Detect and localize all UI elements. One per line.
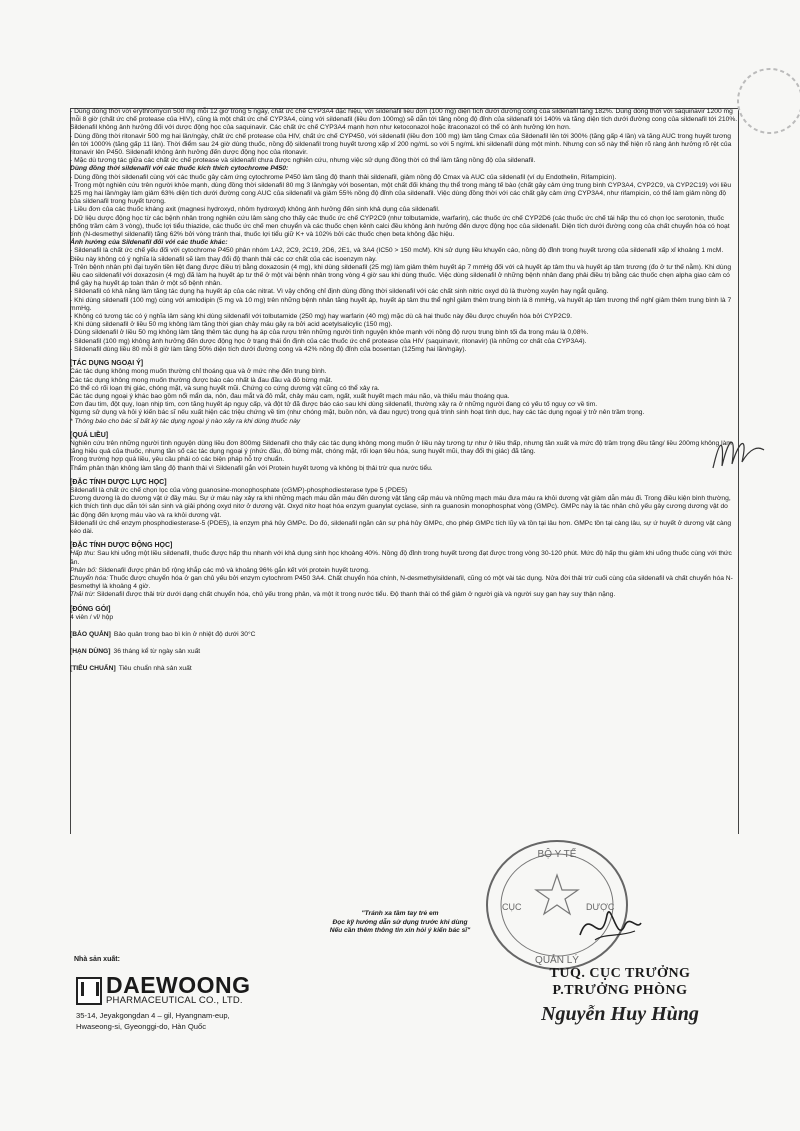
effect-para: - Khi dùng sildenafil (100 mg) cùng với amlodipin (5 mg và 10 mg) trên những bệnh nhân tăng huyết áp, huyết áp tâm thu thể nghỉ giảm thêm trung bình là 8 mmHg, và huyết áp tâm trương thể nghỉ giảm thêm trung bình là 7 mmHg. (70, 296, 732, 312)
leaflet-body (70, 108, 738, 674)
daewoong-logo-icon (76, 977, 102, 1005)
effect-para: - Sildenafil dùng liều 80 mỗi 8 giờ làm tăng 50% diện tích dưới đường cong và 42% nồng độ đỉnh của bosentan (125mg hai lần/ngày). (70, 345, 467, 353)
effect-para: - Sildenafil có khả năng làm tăng tác dụng hạ huyết áp của các nitrat. Vì vậy chống chỉ định dùng đồng thời sildenafil với các chất sinh nitric oxyd dù là thường xuyên hay ngắt quãng. (70, 288, 609, 296)
interaction-para: - Dùng đồng thời với erythromycin 500 mg mỗi 12 giờ trong 5 ngày, chất ức chế CYP3A4 đặc hiệu, với sildenafil liều đơn (100 mg) diện tích dưới đường cong của sildenafil tăng 182%. Dùng đồng thời với saquinavir 1200 mg mỗi 8 giờ (chất ức chế protease của HIV), cũng là một chất ức chế CYP3A4, cùng với sildenafil (liều đơn 100mg) sẽ dẫn tới tăng nồng độ đỉnh của sildenafil tới 140% và tăng diện tích dưới đường cong của sildenafil tới 210%. Sildenafil không ảnh hưởng đối với dược động học của saquinavir. Các chất ức chế CYP3A4 mạnh hơn như ketoconazol hoặc itraconazol có thể có ảnh hưởng lớn hơn. (70, 108, 738, 132)
inducers-heading: Dùng đồng thời sildenafil với các thuốc kích thích cytochrome P450: (70, 165, 289, 173)
stamp-left-text: CỤC (502, 902, 522, 912)
pharmacodynamics-heading: [ĐẶC TÍNH DƯỢC LỰC HỌC] (70, 478, 167, 486)
overdose-heading: [QUÁ LIỀU] (70, 431, 109, 439)
inducer-para: - Liều đơn của các thuốc kháng axit (magnesi hydroxyd, nhôm hydroxyd) không ảnh hưởng đến sinh khả dụng của sildenafil. (70, 206, 440, 214)
interactions-section (70, 108, 738, 354)
warning-line: "Tránh xa tầm tay trẻ em (361, 910, 439, 917)
corner-stamp-icon (715, 66, 800, 156)
shelf-life-row (70, 648, 738, 656)
effect-para: - Khi dùng sildenafil ở liều 50 mg không làm tăng thời gian chảy máu gây ra bởi acid acetylsalicylic (150 mg). (70, 321, 393, 329)
side-effect-line: Các tác dụng không mong muốn thường chỉ thoáng qua và ở mức nhẹ đến trung bình. (70, 368, 327, 376)
pharmacodynamics-section (70, 479, 738, 536)
side-effects-section (70, 360, 738, 426)
brand-subtitle: PHARMACEUTICAL CO., LTD. (106, 995, 243, 1006)
pharmacodynamics-line: Sildenafil là chất ức chế chọn lọc của vòng guanosine-monophosphate (cGMP)-phosphodiesterase type 5 (PDE5) (70, 486, 408, 494)
pk-distribution: Phân bố: Sildenafil được phân bố rộng khắp các mô và khoảng 96% gắn kết với protein huyết tương. (70, 566, 370, 574)
interaction-para: - Mặc dù tương tác giữa các chất ức chế protease và sildenafil chưa được nghiên cứu, nhưng việc sử dụng đồng thời có thể làm tăng nồng độ của sildenafil. (70, 157, 536, 165)
pharmacokinetics-heading: [ĐẶC TÍNH DƯỢC ĐỘNG HỌC] (70, 542, 173, 550)
manufacturer-logo (76, 972, 251, 1006)
inducer-para: - Trong một nghiên cứu trên người khỏe mạnh, dùng đồng thời sildenafil 80 mg 3 lần/ngày với bosentan, một chất đối kháng thụ thể trong màng tế bào (chất gây cảm ứng trung bình CYP3A4, CYP2C9, và CYP2C19) với liều 125 mg hai lần/ngày làm giảm 63% diện tích dưới đường cong AUC của sildenafil và giảm 55% nồng độ đỉnh của sildenafil. Việc dùng đồng thời với các chất gây cảm ứng CYP3A4, như rifampicin, có thể làm giảm nồng độ của sildenafil trong huyết tương. (70, 181, 732, 206)
overdose-line: Trong trường hợp quá liều, yêu cầu phải có các biện pháp hỗ trợ chuẩn. (70, 456, 285, 464)
manufacturer-address (76, 1010, 230, 1032)
address-line: Hwaseong-si, Gyeonggi-do, Hàn Quốc (76, 1022, 207, 1031)
overdose-line: Nghiên cứu trên những người tình nguyện dùng liều đơn 800mg Sildenafil cho thấy các tác dụng không mong muốn ở liều này tương tự như ở liều thấp, nhưng tần xuất và mức độ trầm trọng đều tăng/ liều 200mg không làm tăng hiệu quả của thuốc, nhưng tần số các tác dụng ngoại ý (nhức đầu, đỏ bừng mặt, chóng mặt, rối loạn tiêu hóa, sung huyết mũi, thay đổi thị giác) đã tăng. (70, 439, 732, 456)
signoff-name: Nguyễn Huy Hùng (541, 1003, 699, 1025)
interaction-para: - Dùng đồng thời ritonavir 500 mg hai lần/ngày, chất ức chế protease của HIV, chất ức chế CYP450, với sildenafil (liều đơn 100 mg) làm tăng Cmax của Sildenafil lên tới 300% (tăng gấp 4 lần) và tăng AUC trong huyết tương lên tới 1000% (tăng gấp 11 lần). Thời điểm sau 24 giờ dùng thuốc, nồng độ sildenafil trong huyết tương xấp xỉ 200 ng/mL so với 5 ng/mL khi sildenafil dùng một mình. Nhưng con số này thể hiện rõ ràng ảnh hưởng rõ rệt của ritonavir lên P450. Sildenafil không ảnh hưởng đến dược động học của ritonavir. (70, 132, 732, 157)
shelf-life-heading: [HẠN DÙNG] (70, 648, 111, 656)
effect-para: - Sildenafil là chất ức chế yếu đối với cytochrome P450 phân nhóm 1A2, 2C9, 2C19, 2D6, 2E1, và 3A4 (IC50 > 150 mcM). Khi sử dụng liều khuyến cáo, nồng độ đỉnh trong huyết tương của sildenafil xấp xỉ khoảng 1 mcM. Điều này không có ý nghĩa là sildenafil sẽ làm thay đổi độ thanh thải các cơ chất của các isoenzym này. (70, 247, 724, 263)
shelf-life-text: 36 tháng kể từ ngày sản xuất (113, 648, 201, 656)
effects-heading: Ảnh hưởng của Sildenafil đối với các thuốc khác: (70, 239, 228, 247)
pharmacodynamics-line: Cương dương là do dương vật ứ đầy máu. Sự ứ máu này xảy ra khi những mạch máu dẫn máu đến dương vật tăng cấp máu và những mạch máu đưa máu ra khỏi dương vật giảm dẫn máu đi. Trong điều kiện bình thường, kích thích tình dục dẫn tới sản sinh và giải phóng oxyd nitơ ở dương vật. Oxyd nitơ hoạt hóa enzym guanylat cyclase, sinh ra guanosin monophosphat vòng (GMPc). GMPc này là tác nhân chủ yếu gây cương dương vật do tác động đến lượng máu vào và ra khỏi dương vật. (70, 495, 731, 519)
packaging-text: 4 viên / vỉ/ hộp (70, 613, 114, 621)
address-line: 35-14, Jeyakgongdan 4 – gil, Hyangnam-eup, (76, 1011, 230, 1020)
standard-text: Tiêu chuẩn nhà sản xuất (118, 665, 192, 673)
standard-row (70, 665, 738, 673)
effect-para: - Sildenafil (100 mg) không ảnh hưởng đến dược động học ở trạng thái ổn định của các thuốc ức chế protease của HIV (saquinavir, ritonavir) (là những cơ chất của CYP3A4). (70, 337, 587, 345)
signoff-subtitle: P.TRƯỞNG PHÒNG (552, 983, 688, 998)
brand-name: DAEWOONG (106, 972, 251, 998)
overdose-line: Thẩm phân thận không làm tăng độ thanh thải vì Sildenafil gắn với Protein huyết tương và không bị thải trừ qua nước tiểu. (70, 464, 433, 472)
pharmacokinetics-section (70, 542, 738, 599)
storage-heading: [BẢO QUẢN] (70, 630, 111, 638)
packaging-heading: [ĐÓNG GÓI] (70, 605, 111, 613)
stamp-top-text: BỘ Y TẾ (537, 849, 577, 860)
stamp-bottom-text: QUẢN LÝ (535, 955, 579, 966)
effect-para: - Trên bệnh nhân phì đại tuyến tiền liệt đang được điều trị bằng doxazosin (4 mg), khi dùng sildenafil (25 mg) làm giảm thêm huyết áp 7 mmHg đối với cả huyết áp tâm thu và huyết áp tâm trương (đo ở tư thế nằm). Khi dùng liều cao sildenafil với doxazosin (4 mg) đã làm hạ huyết áp tư thế ở một vài bệnh nhân trong vòng 4 giờ sau khi dùng thuốc. Việc dùng sildenafil ở những bệnh nhân đang phải điều trị bằng các thuốc chẹn alpha giao cảm có thể gây hạ huyết áp toàn thân ở một số bệnh nhân. (70, 263, 732, 288)
signoff-title: TUQ. CỤC TRƯỞNG (549, 966, 691, 981)
storage-row (70, 631, 738, 639)
storage-text: Bảo quản trong bao bì kín ở nhiệt độ dưới 30°C (113, 630, 256, 638)
inducer-para: - Dữ liệu dược động học từ các bệnh nhân trong nghiên cứu lâm sàng cho thấy các thuốc ức chế CYP2C9 (như tolbutamide, warfarin), các thuốc ức chế CYP2D6 (các thuốc ức chế tái hấp thu có chọn lọc serotonin, thuốc chống trầm cảm 3 vòng), thuốc lợi tiểu thiazide, các thuốc ức chế men chuyển và các thuốc chẹn kênh calci đều không ảnh hưởng đến dược động học của sildenafil. Diện tích dưới đường cong của chất chuyển hóa có hoạt tính (N-desmethyl sildenafil) tăng 62% bởi vòng tránh thai, thuốc lợi tiểu giữ K+ và 102% bởi các thuốc chẹn beta không đặc hiệu. (70, 214, 730, 239)
initials-mark-icon (708, 418, 768, 478)
effect-para: - Không có tương tác có ý nghĩa lâm sàng khi dùng sildenafil với tolbutamide (250 mg) hay warfarin (40 mg) mặc dù cả hai thuốc này đều được chuyển hóa bởi CYP2C9. (70, 313, 572, 321)
side-effect-line: Các tác dụng không mong muốn thường được báo cáo nhất là đau đầu và đỏ bừng mặt. (70, 376, 333, 384)
warning-line: Nếu cần thêm thông tin xin hỏi ý kiến bác sĩ" (329, 927, 471, 935)
inducer-para: - Dùng đồng thời sildenafil cùng với các thuốc gây cảm ứng cytochrome P450 làm tăng độ thanh thải sildenafil, giảm nồng độ Cmax và AUC của sildenafil (ví dụ Endothelin, Rifampicin). (70, 173, 617, 181)
warning-note (300, 910, 500, 936)
pharmacodynamics-line: Sildenafil ức chế enzym phosphodiesterase-5 (PDE5), là enzym phá hủy GMPc. Do đó, sildenafil ngăn cản sự phá hủy GMPc, cho phép GMPc tích lũy và tồn tại lâu hơn. GMPc tồn tại càng lâu, sự ứ huyết ở dương vật càng kéo dài. (70, 519, 732, 535)
pk-elimination: Thải trừ: Sildenafil được thải trừ dưới dạng chất chuyển hóa, chủ yếu trong phân, và một ít trong nước tiểu. Độ thanh thải có thể giảm ở người già và người suy gan hay suy thận nặng. (70, 591, 616, 599)
side-effect-line: Ngưng sử dụng và hỏi ý kiến bác sĩ nếu xuất hiện các triệu chứng về tim (như chóng mặt, buồn nôn, và đau ngực) trong quá trình sinh hoạt tình dục, hay các tác dụng ngoại ý trở nên trầm trọng. (70, 409, 645, 417)
signoff-block (515, 965, 725, 1026)
effect-para: - Dùng sildenafil ở liều 50 mg không làm tăng thêm tác dụng hạ áp của rượu trên những người tình nguyện khỏe mạnh với nồng độ rượu trung bình tối đa trong máu là 0,08%. (70, 329, 589, 337)
standard-heading: [TIÊU CHUẨN] (70, 665, 116, 673)
manufacturer-label: Nhà sản xuất: (74, 956, 120, 963)
side-effect-note: * Thông báo cho bác sĩ bất kỳ tác dụng ngoại ý nào xảy ra khi dùng thuốc này (70, 417, 301, 425)
pk-absorption: Hấp thu: Sau khi uống một liều sildenafil, thuốc được hấp thu nhanh với khả dụng sinh học khoảng 40%. Nồng độ đỉnh trong huyết tương đạt được trong vòng 30-120 phút. Mức độ hấp thu giảm khi uống thuốc cùng với thức ăn. (70, 550, 732, 566)
pk-metabolism: Chuyển hóa: Thuốc được chuyển hóa ở gan chủ yếu bởi enzym cytochrom P450 3A4. Chất chuyển hóa chính, N-desmethylsildenafil, cũng có một vài tác dụng. Nửa đời thải trừ cuối cùng của sildenafil và chất chuyển hóa N-desmethyl là khoảng 4 giờ. (70, 574, 733, 591)
overdose-section (70, 432, 738, 473)
side-effects-heading: [TÁC DỤNG NGOẠI Ý] (70, 360, 144, 368)
warning-line: Đọc kỹ hướng dẫn sử dụng trước khi dùng (332, 918, 468, 926)
signature-icon (575, 895, 645, 955)
side-effect-line: Các tác dụng ngoại ý khác bao gồm nổi mẩn da, nôn, đau mắt và đỏ mắt, chảy máu cam, ngất, xuất huyết mạch máu não, và thiếu máu thoáng qua. (70, 392, 510, 400)
side-effect-line: Có thể có rối loạn thị giác, chóng mặt, và sung huyết mũi. Chứng co cứng dương vật cũng có thể xảy ra. (70, 384, 380, 392)
side-effect-line: Cơn đau tim, đột quỵ, loạn nhịp tim, cơn tăng huyết áp nguy cấp, và đột tử đã được báo cáo sau khi dùng sildenafil, thường xảy ra ở những người đang có yếu tố nguy cơ về tim. (70, 401, 598, 409)
stamp-right-text: DƯỢC (586, 902, 615, 912)
packaging-section (70, 606, 738, 622)
